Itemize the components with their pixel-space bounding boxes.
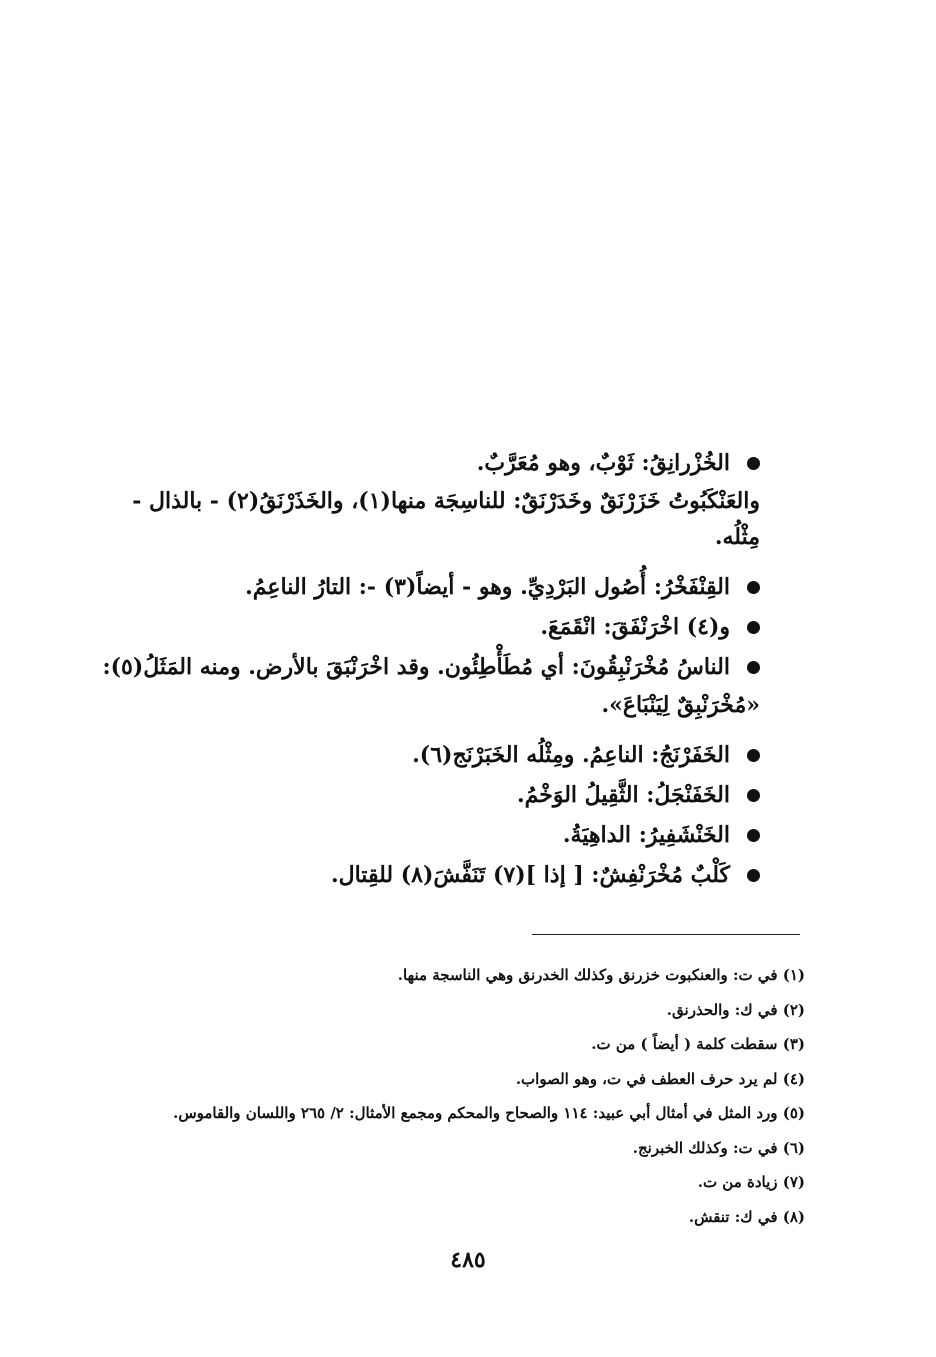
entry-qinfakhr [80, 569, 760, 605]
entry-proverb-continuation [80, 687, 760, 723]
footnote-6: (٦) في ت: وكذلك الخبرنج. [632, 1138, 805, 1157]
entry-khafarnaj [80, 737, 760, 773]
main-text [80, 445, 760, 897]
entry-khanshafir [80, 817, 760, 853]
footnote-8: (٨) في ك: تنقش. [688, 1207, 805, 1226]
entry-ikhranfaqa [80, 609, 760, 645]
entry-kalb-mukhranfish [80, 857, 760, 893]
entry-text: الناسُ مُخْرَنْبِقُونَ: أي مُطَأْطِئُون. وقد اخْرَنْبَقَ بالأرض. ومنه المَثَلُ(٥): [102, 654, 730, 680]
entry-text: كَلْبٌ مُخْرَنْفِشٌ: [ إذا ](٧) تَنَفَّشَ(٨) للقِتال. [330, 862, 730, 888]
bullet-icon [747, 749, 760, 762]
footnote-2: (٢) في ك: والحذرنق. [666, 1000, 805, 1019]
entry-text: الخَفَنْجَلُ: الثَّقِيلُ الوَخْمُ. [516, 782, 730, 808]
bullet-icon [747, 869, 760, 882]
entry-khuzraniq [80, 445, 760, 481]
entry-text: الخَفَرْنَجُ: الناعِمُ. ومِثْلُه الخَبَرْنَج(٦). [412, 742, 730, 768]
bullet-icon [747, 621, 760, 634]
entry-text: الخَنْشَفِيرُ: الداهِيَةُ. [562, 822, 730, 848]
entry-text: القِنْفَخْرُ: أُصُول البَرْدِيِّ. وهو - أيضاً(٣) -: التارُ الناعِمُ. [245, 574, 730, 600]
bullet-icon [747, 829, 760, 842]
page-number: ٤٨٥ [450, 1247, 486, 1273]
entry-text: «مُخْرَنْبِقٌ لِيَنْبَاعَ». [601, 692, 760, 718]
entry-text: و(٤) اخْرَنْفَقَ: انْقَمَعَ. [540, 614, 730, 640]
bullet-icon [747, 789, 760, 802]
bullet-icon [747, 457, 760, 470]
footnotes [80, 958, 805, 1234]
bullet-icon [747, 581, 760, 594]
entry-ankabut-continuation [80, 483, 760, 555]
footnote-separator [532, 934, 800, 935]
entry-khafanjal [80, 777, 760, 813]
footnote-1: (١) في ت: والعنكبوت خزرنق وكذلك الخدرنق وهي الناسجة منها. [397, 966, 805, 984]
entry-text: الخُزْرانِقُ: ثَوْبٌ، وهو مُعَرَّبٌ. [476, 450, 730, 476]
footnote-5: (٥) ورد المثل في أمثال أبي عبيد: ١١٤ والصحاح والمحكم ومجمع الأمثال: ٢/ ٢٦٥ واللسان والقاموس. [173, 1104, 805, 1122]
footnote-3: (٣) سقطت كلمة ( أيضاً ) من ت. [591, 1035, 805, 1053]
bullet-icon [747, 661, 760, 674]
footnote-7: (٧) زيادة من ت. [697, 1173, 805, 1191]
entry-text: والعَنْكَبُوتُ خَزَرْنَقٌ وخَدَرْنَقٌ: للناسِجَة منها(١)، والخَذَرْنَقُ(٢) - بالذال - مِثْلُه. [132, 488, 760, 550]
entry-mukhranbiqun [80, 649, 760, 685]
footnote-4: (٤) لم يرد حرف العطف في ت، وهو الصواب. [515, 1069, 805, 1088]
